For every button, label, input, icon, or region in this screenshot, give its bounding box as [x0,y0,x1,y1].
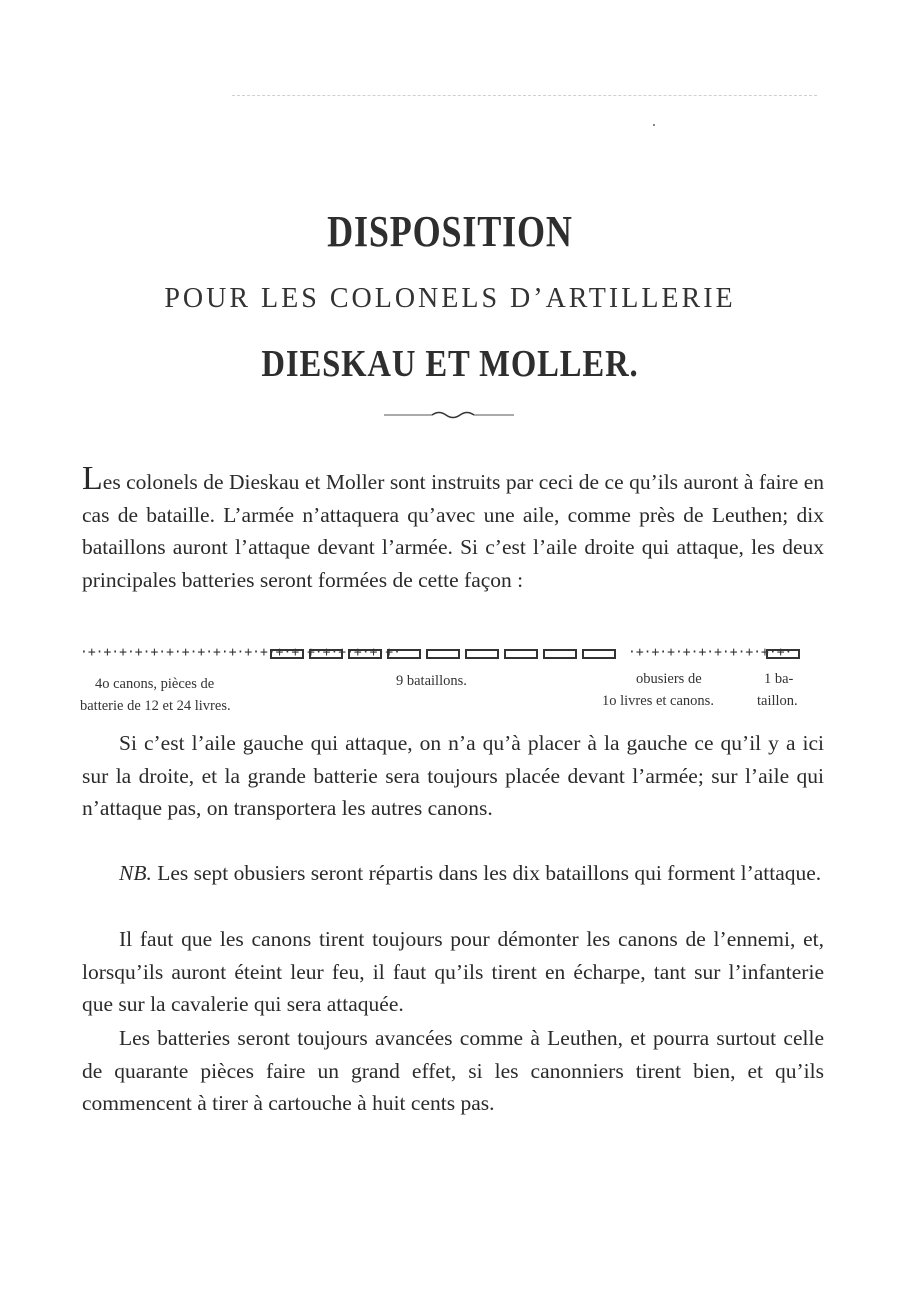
label-howitzers: obusiers de [636,671,702,687]
battalion-mark [309,649,343,659]
page-subtitle: POUR LES COLONELS D’ARTILLERIE [164,283,736,314]
howitzer-marks-10: ·+·+·+·+·+·+·+·+·+·+· [628,645,793,660]
label-howitzers-line2: 1o livres et canons. [602,693,714,709]
ornament-divider [384,408,514,422]
battalion-mark [348,649,382,659]
label-9-battalions: 9 bataillons. [396,673,467,689]
label-1-battalion-line2: taillon. [757,693,798,709]
paragraph-batteries: Les batteries seront toujours avancées comme à Leuthen, et pourra surtout celle de quarante pièces faire un grand effet, si les canonniers tirent bien, et qu’ils commencent à tirer à cartouche à huit cents pas. [82,1026,824,1115]
battalion-mark [426,649,460,659]
label-1-battalion: 1 ba- [764,671,794,687]
battalion-mark [270,649,304,659]
battalion-mark [582,649,616,659]
paragraph-nb [82,857,824,890]
page-title: DISPOSITION [327,207,573,256]
label-40-cannons: 4o canons, pièces de [95,676,215,692]
single-battalion-mark [766,649,800,659]
intro-paragraph [82,460,824,596]
nb-label: NB. [119,861,152,885]
nb-text: Les sept obusiers seront répartis dans les dix bataillons qui forment l’attaque. [151,861,822,885]
battalion-mark [504,649,538,659]
top-rule [232,95,817,96]
cannon-marks-40: ·+·+·+·+·+·+·+·+·+·+·+·+·+·+·+·+·+·+·+·+· [80,645,401,660]
label-40-cannons-line2: batterie de 12 et 24 livres. [80,698,231,714]
battery-diagram [80,643,820,713]
drop-cap: L [82,460,103,497]
battalion-mark [543,649,577,659]
ink-speck [653,124,655,126]
battalion-mark [465,649,499,659]
paragraph-cannons: Il faut que les canons tirent toujours pour démonter les canons de l’ennemi, et, lorsqu’ils auront éteint leur feu, il faut qu’ils tirent en écharpe, tant sur l’infanterie que sur la cavalerie qui sera attaquée. [82,927,824,1016]
battalion-mark [387,649,421,659]
intro-text: es colonels de Dieskau et Moller sont instruits par ceci de ce qu’ils auront à faire en cas de bataille. L’armée n’attaquera qu’avec une aile, comme près de Leuthen; dix bataillons auront l’attaque devant l’armée. Si c’est l’aile droite qui attaque, les deux principales batteries seront formées de cette façon : [82,470,824,592]
paragraph-left-wing: Si c’est l’aile gauche qui attaque, on n’a qu’à placer à la gauche ce qu’il y a ici sur la droite, et la grande batterie sera toujours placée devant l’armée; sur l’aile qui n’attaque pas, on transportera les autres canons. [82,731,824,820]
page-title-names: DIESKAU ET MOLLER. [261,343,639,385]
